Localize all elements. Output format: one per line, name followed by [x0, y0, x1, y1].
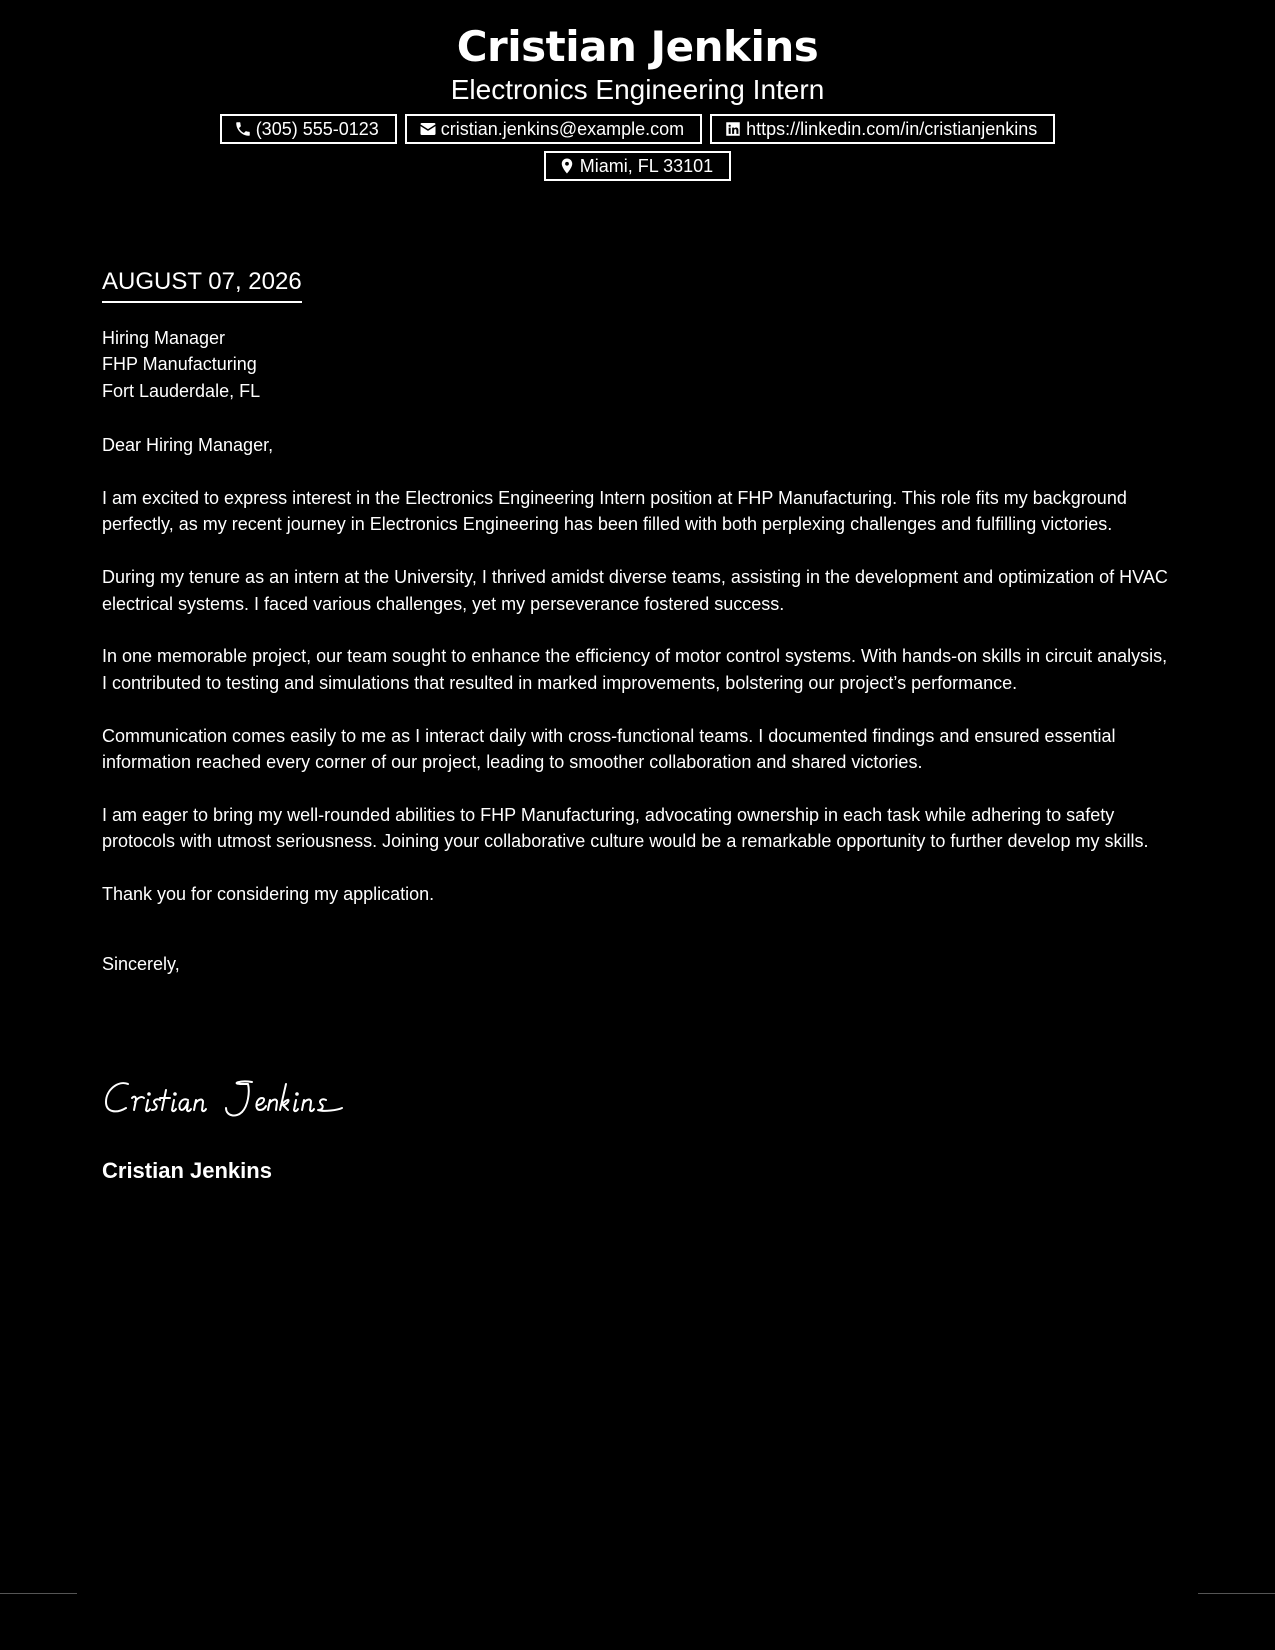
closing: Sincerely,: [102, 954, 180, 975]
recipient-address: [102, 325, 1174, 404]
location-text: Miami, FL 33101: [579, 156, 714, 176]
paragraph-project: In one memorable project, our team sought to enhance the efficiency of motor control systems. With hands-on skills in circuit analysis, I contributed to testing and simulations that resulted in marked improvements, bolstering our project’s performance.: [102, 646, 1168, 693]
contact-row: [0, 114, 1275, 144]
recipient-company: FHP Manufacturing: [102, 354, 257, 375]
email-text: cristian.jenkins@example.com: [440, 119, 685, 139]
phone-text: (305) 555-0123: [255, 119, 379, 139]
phone-icon: [234, 120, 252, 138]
contact-row-location: [0, 151, 1275, 181]
map-marker-icon: [558, 157, 576, 175]
linkedin-contact[interactable]: [710, 114, 1055, 144]
paragraph-thanks: Thank you for considering my application.: [102, 884, 435, 905]
applicant-name: Cristian Jenkins: [456, 22, 819, 71]
handwritten-signature: [102, 1072, 402, 1122]
letter-body: [102, 325, 1174, 1004]
recipient-title: Hiring Manager: [102, 328, 226, 348]
footer-rule-left: [0, 1593, 77, 1594]
linkedin-text: https://linkedin.com/in/cristianjenkins: [746, 119, 1038, 139]
phone-contact[interactable]: [220, 114, 397, 144]
signer-name: Cristian Jenkins: [102, 1158, 272, 1183]
paragraph-intro: I am excited to express interest in the Electronics Engineering Intern position at FHP Manufacturing. This role fits my background perfectly, as my recent journey in Electronics Engineering has been filled with both perplexing challenges and fulfilling victories.: [102, 488, 1127, 535]
recipient-location: Fort Lauderdale, FL: [102, 380, 261, 401]
paragraph-motivation: I am eager to bring my well-rounded abilities to FHP Manufacturing, advocating ownership in each task while adhering to safety protocols with utmost seriousness. Joining your collaborative culture would be a remarkable opportunity to further develop my skills.: [102, 804, 1149, 852]
paragraph-communication: Communication comes easily to me as I interact daily with cross-functional teams. I documented findings and ensured essential information reached every corner of our project, leading to smoother collaboration and shared victories.: [102, 725, 1116, 773]
envelope-icon: [419, 120, 437, 138]
letter-date: AUGUST 07, 2026: [102, 267, 302, 303]
letter-header: [0, 20, 1275, 181]
linkedin-icon: [724, 120, 742, 138]
email-contact[interactable]: [405, 114, 702, 144]
applicant-role: Electronics Engineering Intern: [450, 74, 825, 105]
footer-rule-right: [1198, 1593, 1275, 1594]
salutation: Dear Hiring Manager,: [102, 435, 274, 456]
location-contact: [544, 151, 731, 181]
paragraph-experience: During my tenure as an intern at the University, I thrived amidst diverse teams, assisting in the development and optimization of HVAC electrical systems. I faced various challenges, yet my perseverance fostered success.: [102, 567, 1168, 614]
